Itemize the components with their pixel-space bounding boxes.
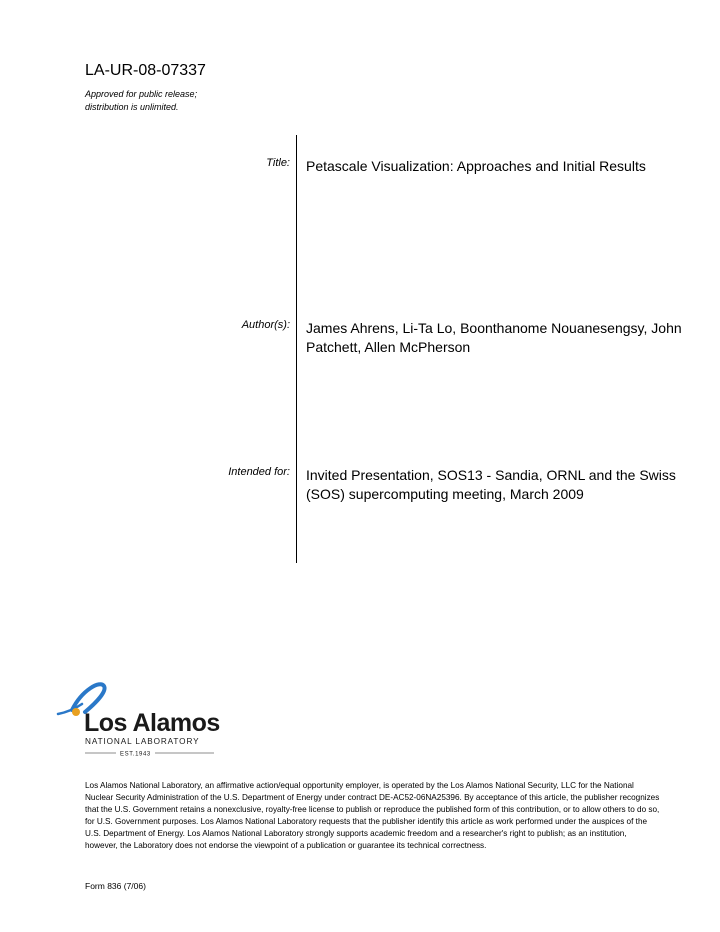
disclaimer-text: Los Alamos National Laboratory, an affirmative action/equal opportunity employer, is operated by the Los Alamos National Security, LLC for the National Nuclear Security Administration of the U.S. Department of Energy under contract DE-AC52-06NA25396. By acceptance of this article, the publisher recognizes that the U.S. Government retains a nonexclusive, royalty-free license to publish or reproduce the published form of this contribution, or to allow others to do so, for U.S. Government purposes. Los Alamos National Laboratory requests that the publisher identify this article as work performed under the auspices of the U.S. Department of Energy. Los Alamos National Laboratory strongly supports academic freedom and a researcher's right to publish; as an institution, however, the Laboratory does not endorse the viewpoint of a publication or guarantee its technical correctness. bbox=[85, 781, 660, 851]
logo-nucleus-dot bbox=[72, 708, 80, 716]
los-alamos-logo bbox=[52, 678, 222, 758]
authors-value: James Ahrens, Li-Ta Lo, Boonthanome Nouanesengsy, John Patchett, Allen McPherson bbox=[306, 320, 682, 355]
form-number: Form 836 (7/06) bbox=[85, 881, 146, 891]
title-label: Title: bbox=[266, 157, 290, 169]
logo-subtitle: NATIONAL LABORATORY bbox=[85, 737, 200, 746]
logo-est: EST.1943 bbox=[120, 751, 151, 758]
release-line-1: Approved for public release; bbox=[85, 89, 198, 99]
release-line-2: distribution is unlimited. bbox=[85, 102, 179, 112]
report-number: LA-UR-08-07337 bbox=[85, 62, 206, 79]
intended-for-value: Invited Presentation, SOS13 - Sandia, ORNL and the Swiss (SOS) supercomputing meeting, March 2009 bbox=[306, 467, 676, 502]
title-value: Petascale Visualization: Approaches and Initial Results bbox=[306, 158, 646, 174]
authors-label: Author(s): bbox=[241, 319, 290, 331]
vertical-divider bbox=[296, 135, 297, 563]
release-note bbox=[85, 88, 285, 114]
intended-for-label: Intended for: bbox=[228, 466, 290, 478]
logo-wordmark: Los Alamos bbox=[84, 709, 220, 737]
